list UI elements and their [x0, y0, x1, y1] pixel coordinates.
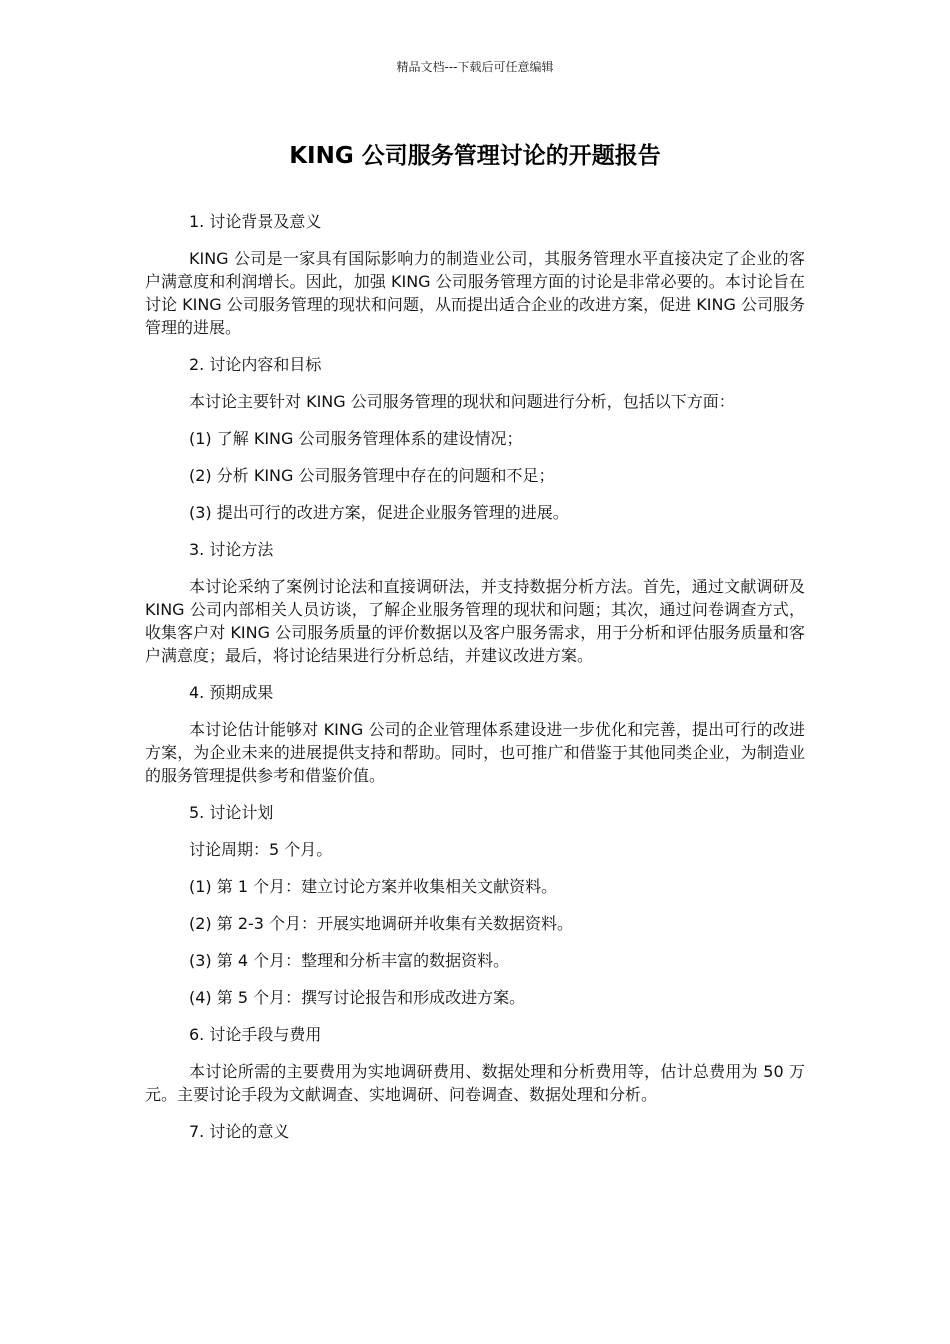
list-item: (1) 了解 KING 公司服务管理体系的建设情况；	[189, 429, 523, 448]
list-item: (3) 第 4 个月：整理和分析丰富的数据资料。	[189, 951, 510, 970]
document-title: KING 公司服务管理讨论的开题报告	[289, 143, 661, 169]
section-heading: 4. 预期成果	[189, 683, 274, 702]
section-heading: 1. 讨论背景及意义	[189, 212, 322, 231]
list-item: (2) 第 2-3 个月：开展实地调研并收集有关数据资料。	[189, 914, 574, 933]
section-heading: 7. 讨论的意义	[189, 1122, 290, 1141]
section-heading: 6. 讨论手段与费用	[189, 1025, 322, 1044]
paragraph: 本讨论主要针对 KING 公司服务管理的现状和问题进行分析，包括以下方面：	[189, 392, 735, 411]
document-body	[145, 210, 805, 1157]
section-heading: 5. 讨论计划	[189, 803, 274, 822]
list-item: (4) 第 5 个月：撰写讨论报告和形成改进方案。	[189, 988, 526, 1007]
paragraph: KING 公司是一家具有国际影响力的制造业公司，其服务管理水平直接决定了企业的客户满意度和利润增长。因此，加强 KING 公司服务管理方面的讨论是非常必要的。本讨论旨在讨论 KING 公司服务管理的现状和问题，从而提出适合企业的改进方案，促进 KING 公司服务管理的进展。	[145, 249, 805, 337]
list-item: (2) 分析 KING 公司服务管理中存在的问题和不足；	[189, 466, 555, 485]
paragraph: 本讨论所需的主要费用为实地调研费用、数据处理和分析费用等，估计总费用为 50 万元。主要讨论手段为文献调查、实地调研、问卷调查、数据处理和分析。	[145, 1062, 805, 1104]
list-item: (1) 第 1 个月：建立讨论方案并收集相关文献资料。	[189, 877, 558, 896]
paragraph: 讨论周期：5 个月。	[189, 840, 333, 859]
section-heading: 2. 讨论内容和目标	[189, 355, 322, 374]
paragraph: 本讨论采纳了案例讨论法和直接调研法，并支持数据分析方法。首先，通过文献调研及 KING 公司内部相关人员访谈，了解企业服务管理的现状和问题；其次，通过问卷调查方式，收集客户对 KING 公司服务质量的评价数据以及客户服务需求，用于分析和评估服务质量和客户满意度；最后，将讨论结果进行分析总结，并建议改进方案。	[145, 577, 805, 665]
page-header: 精品文档---下载后可任意编辑	[396, 60, 554, 74]
paragraph: 本讨论估计能够对 KING 公司的企业管理体系建设进一步优化和完善，提出可行的改进方案，为企业未来的进展提供支持和帮助。同时，也可推广和借鉴于其他同类企业，为制造业的服务管理提供参考和借鉴价值。	[145, 720, 805, 785]
section-heading: 3. 讨论方法	[189, 540, 274, 559]
list-item: (3) 提出可行的改进方案，促进企业服务管理的进展。	[189, 503, 569, 522]
